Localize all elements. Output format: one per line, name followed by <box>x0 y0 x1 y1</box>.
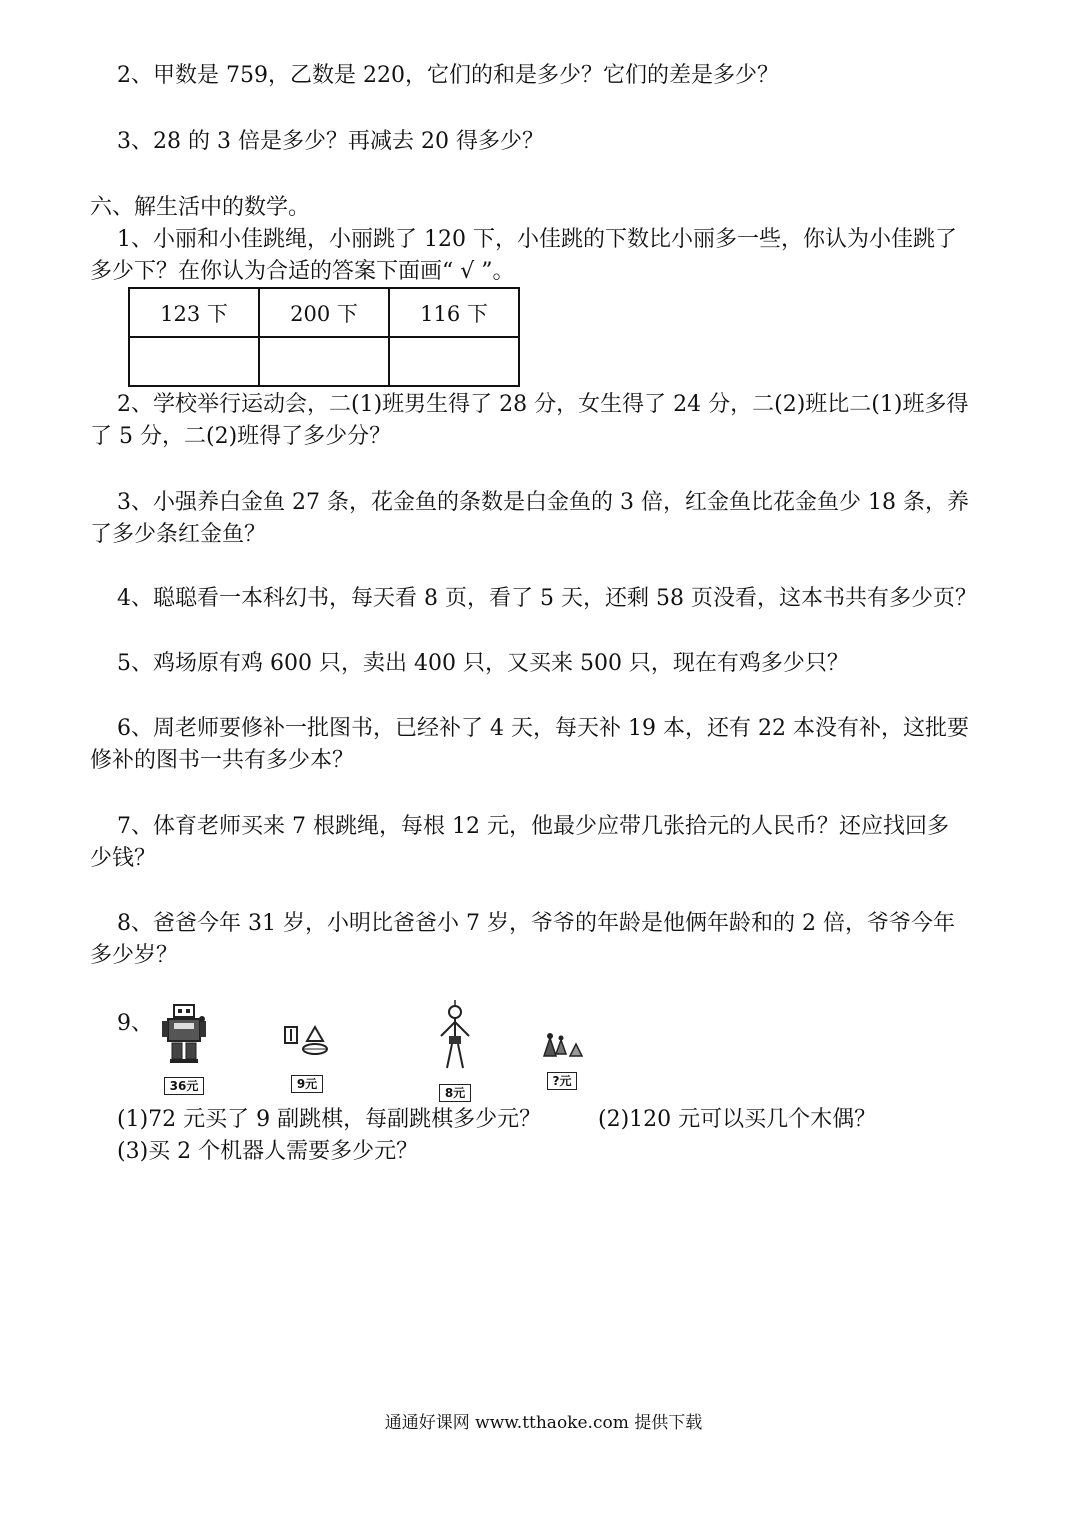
question-6-6-line1: 6、周老师要修补一批图书，已经补了 4 天，每天补 19 本，还有 22 本没有补，这批要 <box>117 716 969 741</box>
question-6-7-line2: 少钱？ <box>90 846 157 871</box>
puppet-item <box>430 1000 480 1103</box>
building-blocks-icon <box>281 1019 333 1063</box>
question-5-2: 2、甲数是 759，乙数是 220，它们的和是多少？它们的差是多少？ <box>117 63 779 88</box>
question-6-3-line2: 了多少条红金鱼？ <box>90 522 267 547</box>
footer-credit: 通通好课网 www.tthaoke.com 提供下载 <box>384 1413 703 1433</box>
question-6-1-line1: 1、小丽和小佳跳绳，小丽跳了 120 下，小佳跳的下数比小丽多一些，你认为小佳跳了 <box>117 227 957 252</box>
question-6-1-line2: 多少下？在你认为合适的答案下面画“ √ ”。 <box>90 259 515 284</box>
question-6-9-sub2: (2)120 元可以买几个木偶？ <box>598 1107 877 1132</box>
puppet-icon <box>435 1000 475 1072</box>
blocks-item <box>276 1019 338 1094</box>
question-6-4: 4、聪聪看一本科幻书，每天看 8 页，看了 5 天，还剩 58 页没看，这本书共有多少页？ <box>117 586 977 611</box>
question-6-6-line2: 修补的图书一共有多少本？ <box>90 748 355 773</box>
puppet-price: 8元 <box>439 1084 471 1102</box>
question-6-5: 5、鸡场原有鸡 600 只，卖出 400 只，又买来 500 只，现在有鸡多少只？ <box>117 651 849 676</box>
option-116: 116 下 <box>389 288 519 337</box>
question-6-9-sub1: (1)72 元买了 9 副跳棋，每副跳棋多少元？ <box>117 1107 542 1132</box>
answer-cell-1[interactable] <box>129 337 259 386</box>
question-6-7-line1: 7、体育老师买来 7 根跳绳，每根 12 元，他最少应带几张拾元的人民币？还应找回多 <box>117 814 949 839</box>
question-6-8-line1: 8、爸爸今年 31 岁，小明比爸爸小 7 岁，爷爷的年龄是他俩年龄和的 2 倍，爷爷今年 <box>117 911 955 936</box>
robot-item <box>155 1003 213 1096</box>
section-6-title: 六、解生活中的数学。 <box>90 195 311 220</box>
question-6-8-line2: 多少岁？ <box>90 943 179 968</box>
option-123: 123 下 <box>129 288 259 337</box>
question-6-9-sub3: (3)买 2 个机器人需要多少元？ <box>117 1139 419 1164</box>
question-6-2-line1: 2、学校举行运动会，二(1)班男生得了 28 分，女生得了 24 分，二(2)班比二(1)班多得 <box>117 392 969 417</box>
blocks-price: 9元 <box>291 1075 323 1093</box>
answer-cell-3[interactable] <box>389 337 519 386</box>
jump-chess-icon <box>538 1028 586 1060</box>
robot-price: 36元 <box>164 1077 205 1095</box>
chess-item <box>534 1028 590 1091</box>
answer-table <box>128 287 520 387</box>
question-6-2-line2: 了 5 分，二(2)班得了多少分？ <box>90 424 392 449</box>
question-5-3: 3、28 的 3 倍是多少？再减去 20 得多少？ <box>117 129 544 154</box>
option-200: 200 下 <box>259 288 389 337</box>
question-6-9-label: 9、 <box>117 1011 153 1036</box>
question-6-3-line1: 3、小强养白金鱼 27 条，花金鱼的条数是白金鱼的 3 倍，红金鱼比花金鱼少 18 条，养 <box>117 490 969 515</box>
chess-price: ?元 <box>547 1072 578 1090</box>
answer-cell-2[interactable] <box>259 337 389 386</box>
robot-icon <box>160 1003 208 1065</box>
